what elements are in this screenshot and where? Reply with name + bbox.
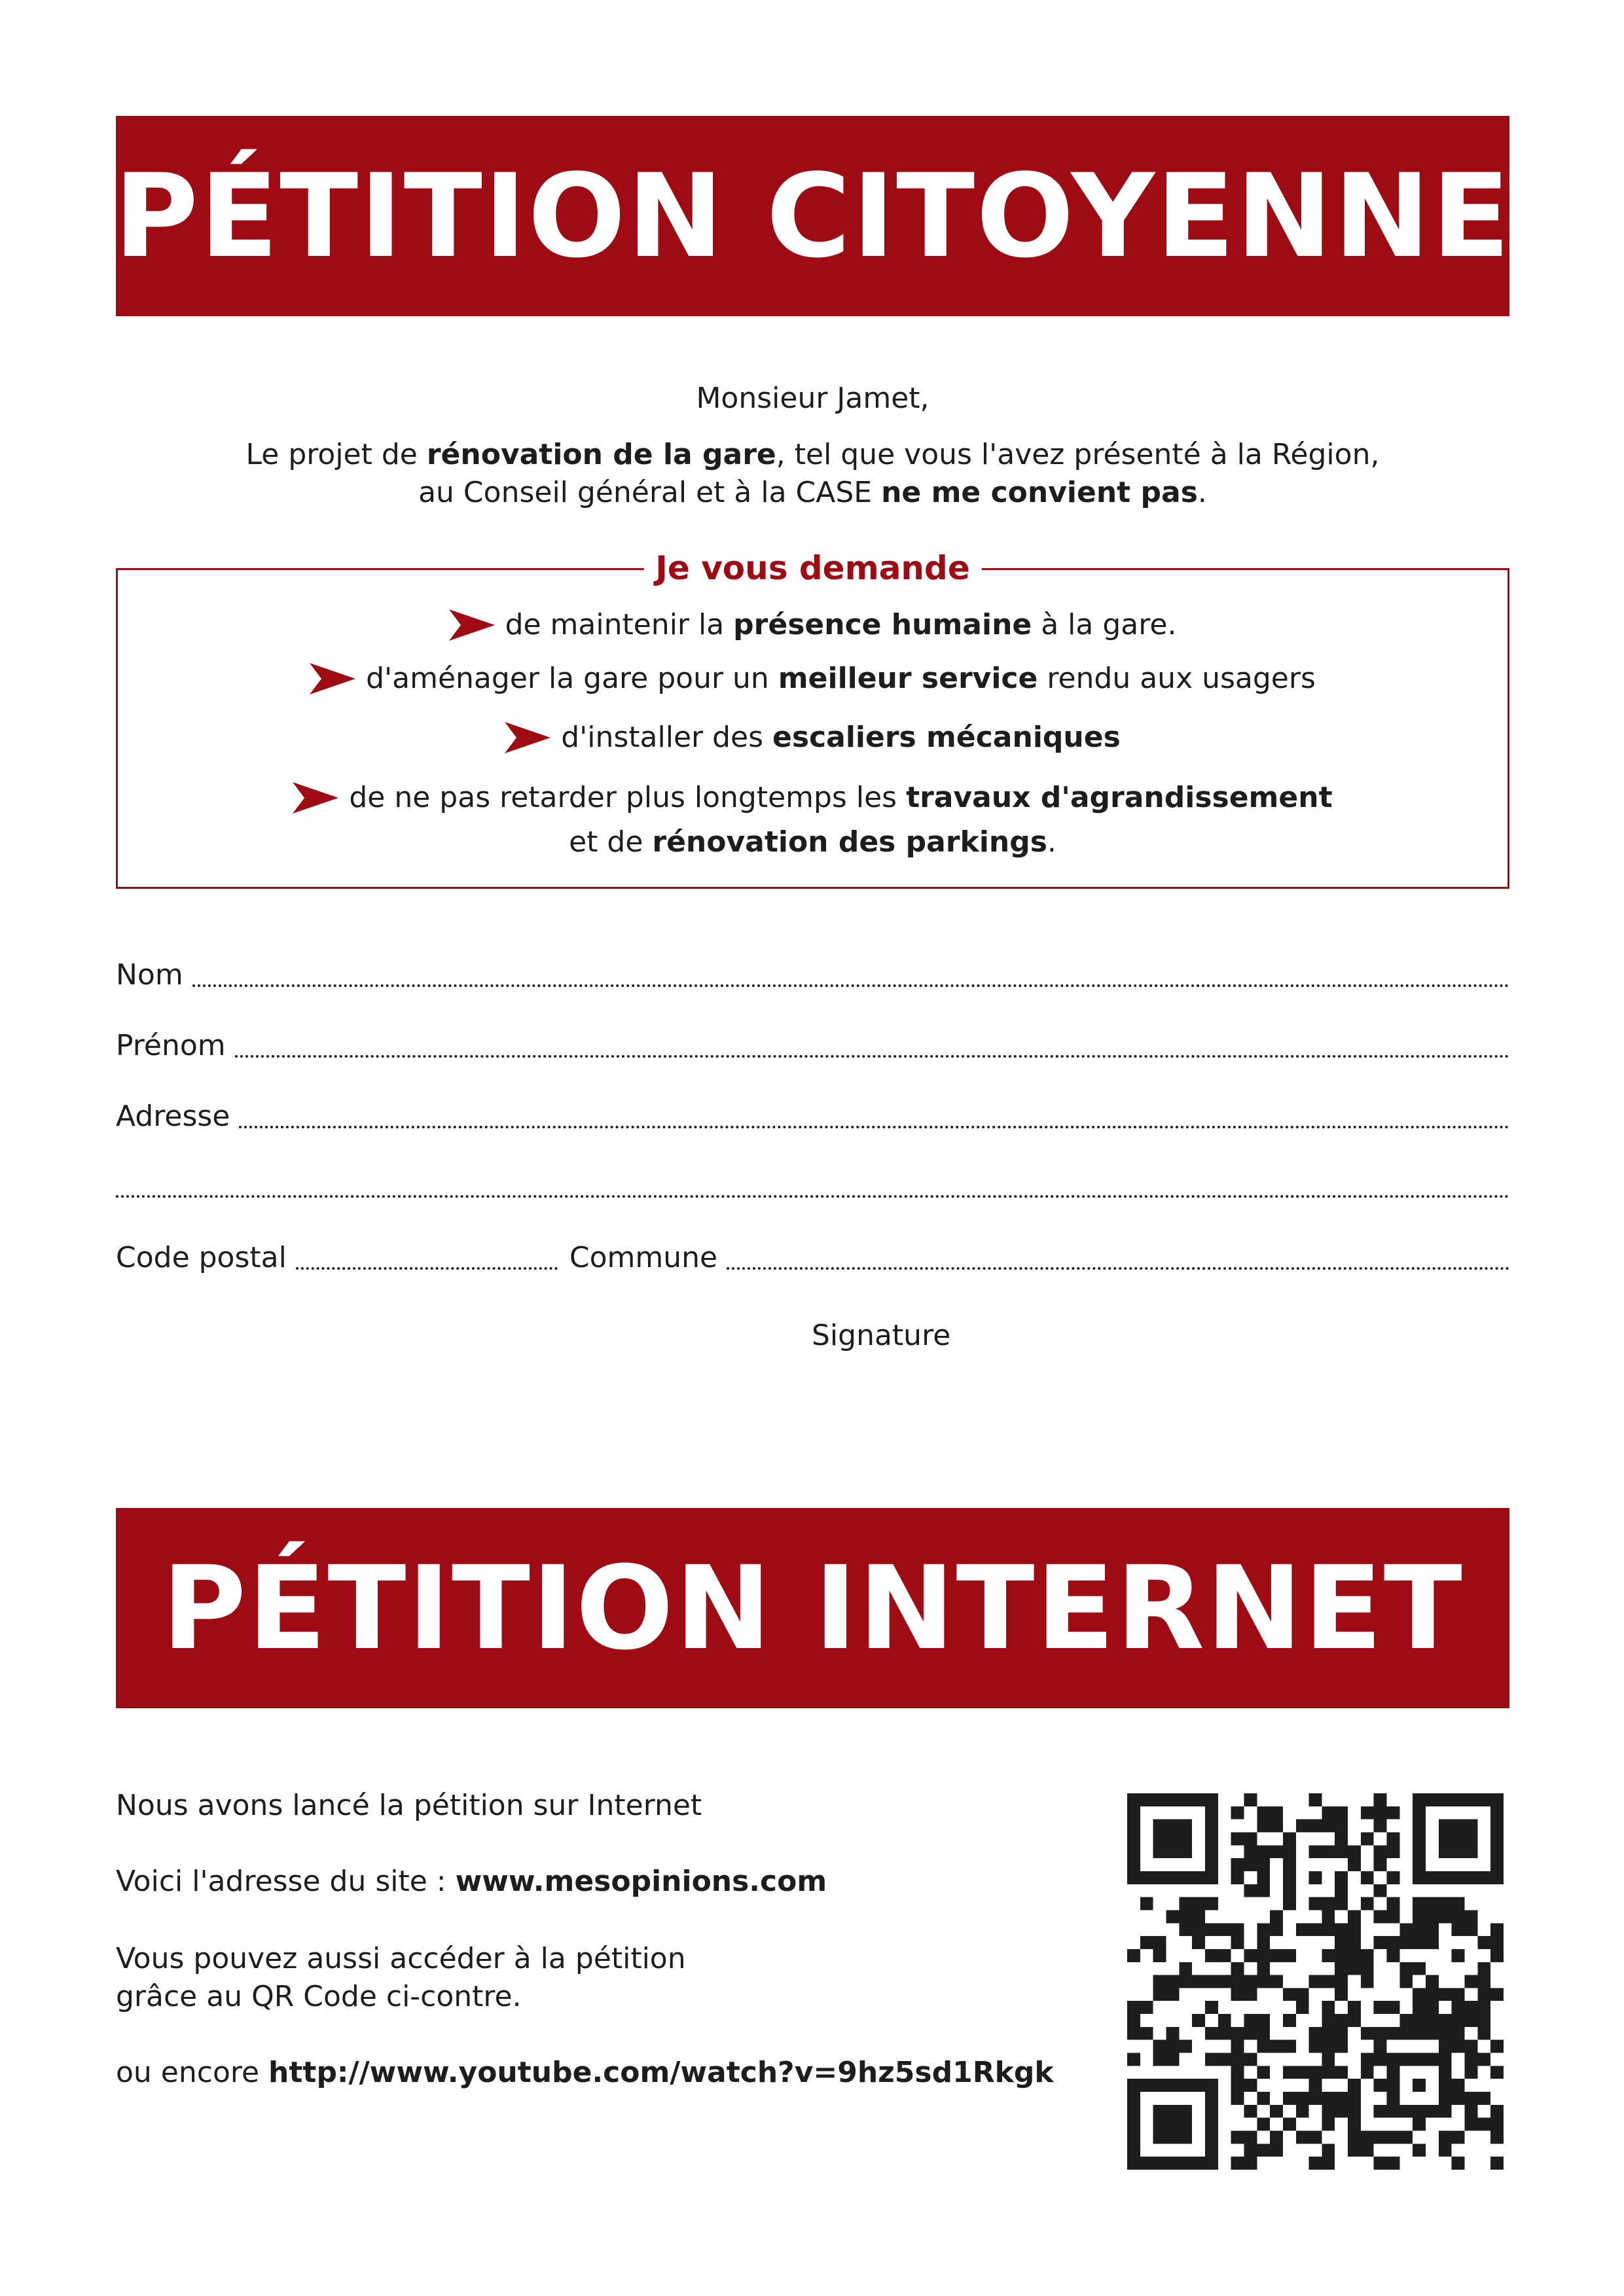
intro-line-1: Le projet de rénovation de la gare, tel que vous l'avez présenté à la Région, bbox=[245, 438, 1380, 471]
internet-line-1: Nous avons lancé la pétition sur Internet bbox=[116, 1789, 702, 1822]
adresse-label: Adresse bbox=[116, 1100, 230, 1133]
greeting: Monsieur Jamet, bbox=[696, 382, 929, 415]
prenom-label: Prénom bbox=[116, 1029, 226, 1062]
nom-field[interactable] bbox=[116, 956, 1509, 995]
arrow-bullet-icon bbox=[449, 609, 495, 641]
petition-internet-title: PÉTITION INTERNET bbox=[162, 1541, 1464, 1676]
internet-line-3b: grâce au QR Code ci-contre. bbox=[116, 1980, 522, 2013]
adresse-input-line[interactable] bbox=[239, 1126, 1509, 1128]
adresse-field[interactable] bbox=[116, 1097, 1509, 1136]
nom-label: Nom bbox=[116, 958, 183, 992]
demand-box bbox=[116, 549, 1509, 889]
arrow-bullet-icon bbox=[310, 663, 355, 694]
request-item: d'installer des escaliers mécaniques bbox=[118, 717, 1507, 759]
internet-line-4: ou encore http://www.youtube.com/watch?v=9hz5sd1Rkgk bbox=[116, 2056, 1054, 2089]
arrow-bullet-icon bbox=[293, 782, 338, 814]
code-postal-input-line[interactable] bbox=[296, 1267, 558, 1270]
petition-citoyenne-title: PÉTITION CITOYENNE bbox=[113, 149, 1512, 283]
youtube-link[interactable]: http://www.youtube.com/watch?v=9hz5sd1Rkgk bbox=[268, 2056, 1054, 2089]
request-item: de maintenir la présence humaine à la gare. bbox=[118, 604, 1507, 646]
request-item-continuation: et de rénovation des parkings. bbox=[569, 825, 1056, 859]
nom-input-line[interactable] bbox=[192, 984, 1509, 987]
code-postal-commune-field[interactable] bbox=[116, 1238, 1509, 1278]
commune-label: Commune bbox=[569, 1241, 718, 1274]
qr-code-icon bbox=[1127, 1793, 1504, 2170]
request-item: d'aménager la gare pour un meilleur service rendu aux usagers bbox=[118, 658, 1507, 700]
site-link[interactable]: www.mesopinions.com bbox=[455, 1865, 827, 1898]
arrow-bullet-icon bbox=[505, 722, 550, 753]
prenom-field[interactable] bbox=[116, 1026, 1509, 1066]
adresse-input-line-2[interactable] bbox=[116, 1195, 1509, 1198]
prenom-input-line[interactable] bbox=[235, 1055, 1509, 1058]
commune-input-line[interactable] bbox=[727, 1267, 1509, 1270]
intro-line-2: au Conseil général et à la CASE ne me convient pas. bbox=[418, 476, 1207, 509]
request-item: de ne pas retarder plus longtemps les travaux d'agrandissement bbox=[118, 777, 1507, 819]
petition-internet-banner bbox=[116, 1508, 1509, 1708]
adresse-line-2[interactable] bbox=[116, 1166, 1509, 1206]
code-postal-label: Code postal bbox=[116, 1241, 287, 1274]
internet-line-2: Voici l'adresse du site : www.mesopinions.com bbox=[116, 1865, 827, 1898]
petition-citoyenne-banner bbox=[113, 116, 1512, 316]
signature-label: Signature bbox=[812, 1319, 951, 1352]
internet-line-3a: Vous pouvez aussi accéder à la pétition bbox=[116, 1942, 686, 1975]
demand-title: Je vous demande bbox=[643, 545, 981, 591]
